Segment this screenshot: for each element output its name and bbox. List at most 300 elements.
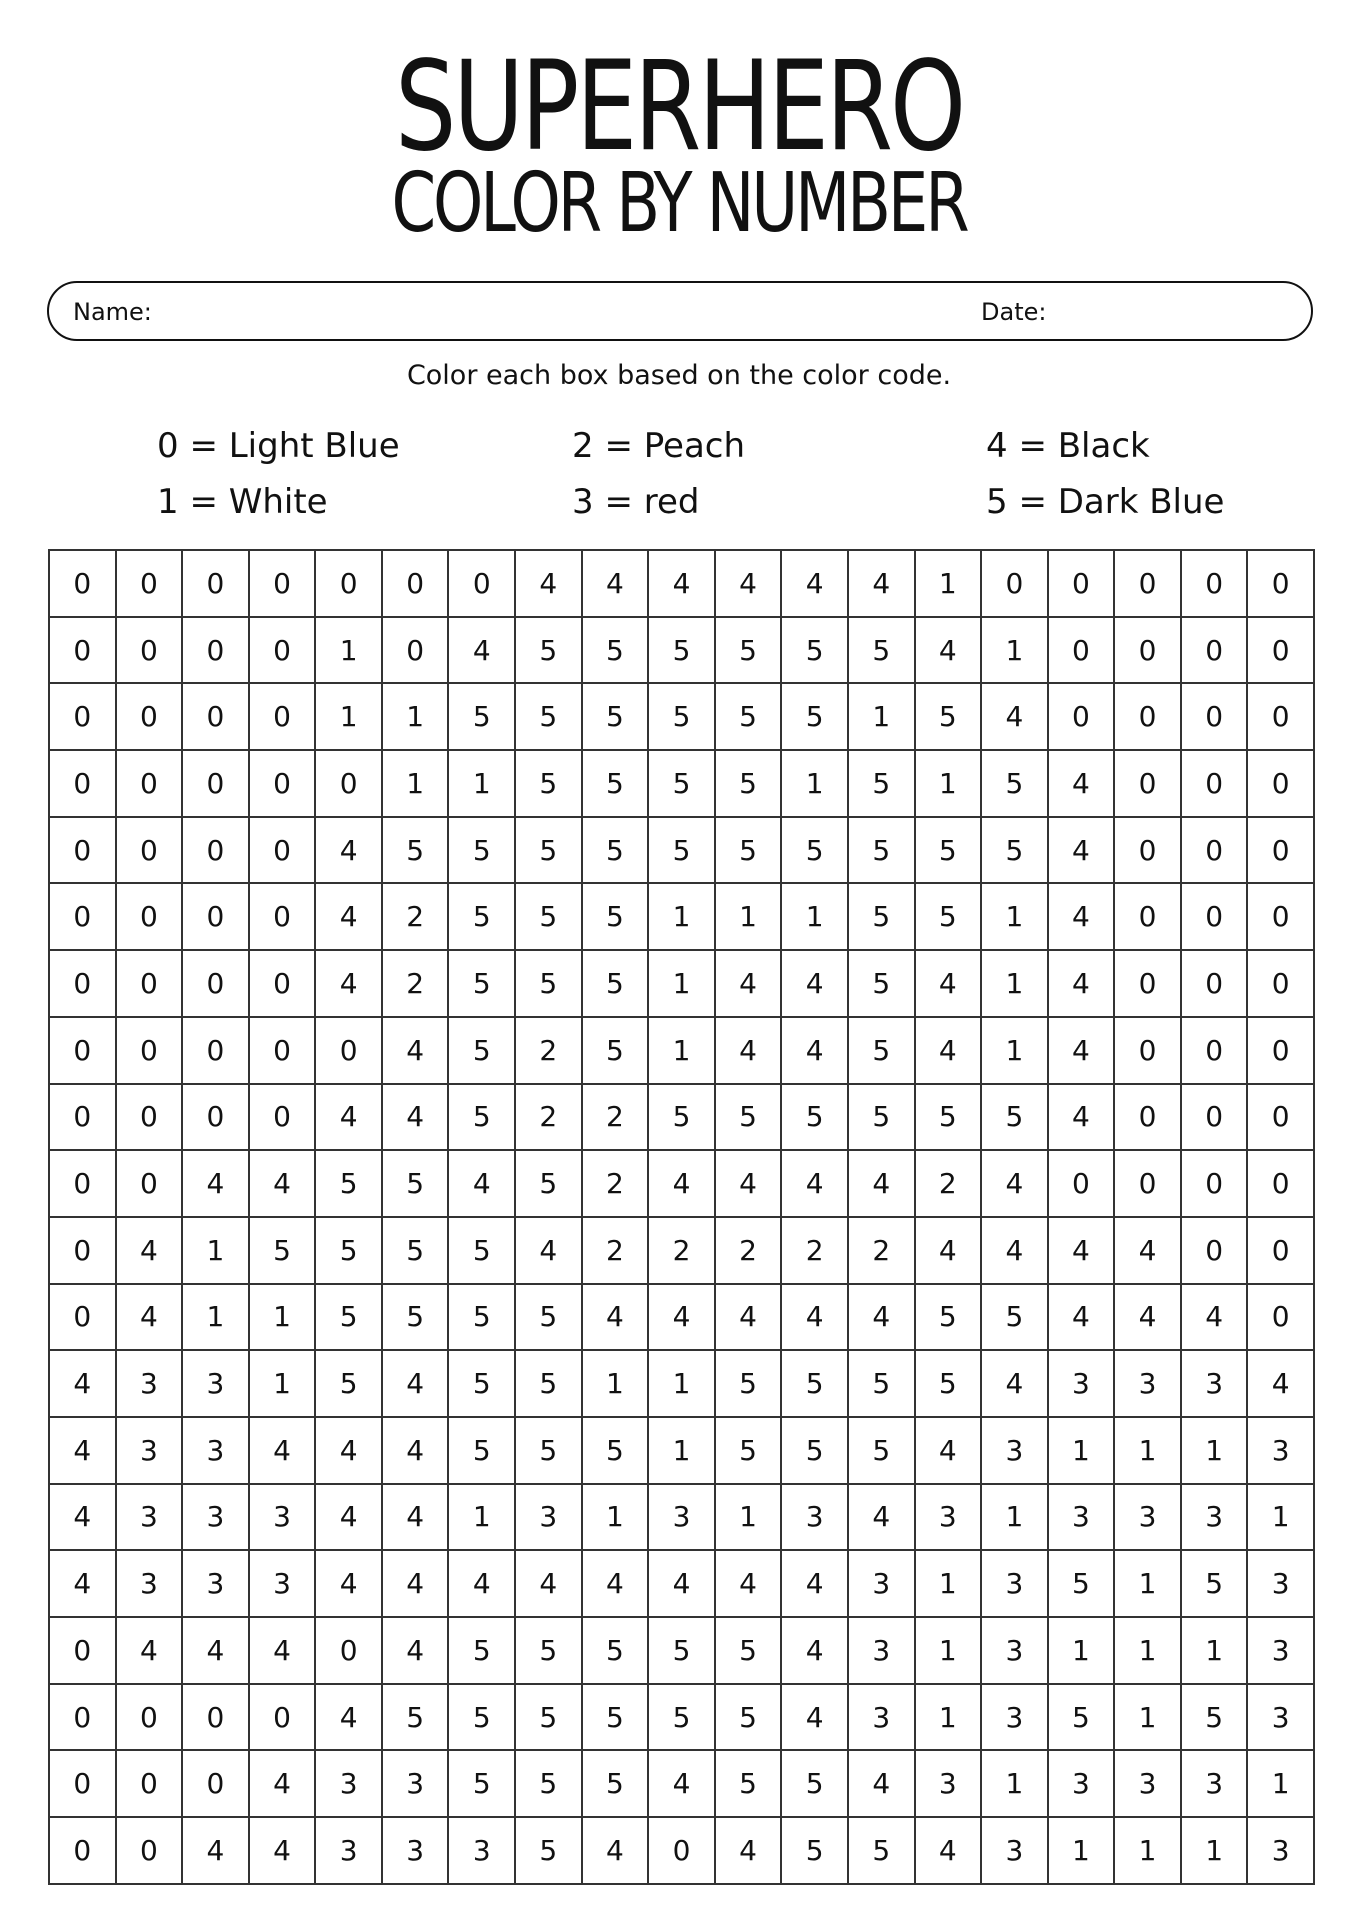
grid-cell[interactable]: 0 (1114, 617, 1181, 684)
grid-cell[interactable]: 4 (781, 1150, 848, 1217)
grid-cell[interactable]: 1 (981, 950, 1048, 1017)
grid-cell[interactable]: 4 (1048, 1017, 1115, 1084)
grid-cell[interactable]: 4 (315, 950, 382, 1017)
grid-cell[interactable]: 5 (715, 1417, 782, 1484)
grid-cell[interactable]: 5 (848, 817, 915, 884)
grid-cell[interactable]: 5 (515, 1284, 582, 1351)
grid-cell[interactable]: 5 (648, 617, 715, 684)
grid-cell[interactable]: 0 (182, 950, 249, 1017)
grid-cell[interactable]: 0 (49, 1084, 116, 1151)
grid-cell[interactable]: 5 (715, 1084, 782, 1151)
grid-cell[interactable]: 5 (515, 1417, 582, 1484)
grid-cell[interactable]: 5 (1048, 1550, 1115, 1617)
grid-cell[interactable]: 1 (1048, 1617, 1115, 1684)
grid-cell[interactable]: 4 (49, 1484, 116, 1551)
grid-cell[interactable]: 5 (315, 1350, 382, 1417)
grid-cell[interactable]: 3 (448, 1817, 515, 1884)
grid-cell[interactable]: 5 (915, 1350, 982, 1417)
grid-cell[interactable]: 3 (1247, 1617, 1314, 1684)
grid-cell[interactable]: 1 (915, 750, 982, 817)
grid-cell[interactable]: 0 (49, 1817, 116, 1884)
grid-cell[interactable]: 5 (781, 1084, 848, 1151)
grid-cell[interactable]: 4 (1048, 950, 1115, 1017)
grid-cell[interactable]: 0 (249, 550, 316, 617)
grid-cell[interactable]: 0 (1114, 1150, 1181, 1217)
grid-cell[interactable]: 5 (715, 817, 782, 884)
grid-cell[interactable]: 3 (648, 1484, 715, 1551)
grid-cell[interactable]: 1 (382, 683, 449, 750)
grid-cell[interactable]: 4 (781, 950, 848, 1017)
grid-cell[interactable]: 3 (1247, 1817, 1314, 1884)
grid-cell[interactable]: 0 (116, 683, 183, 750)
grid-cell[interactable]: 3 (1247, 1550, 1314, 1617)
grid-cell[interactable]: 0 (1181, 950, 1248, 1017)
grid-cell[interactable]: 5 (515, 617, 582, 684)
grid-cell[interactable]: 3 (1114, 1750, 1181, 1817)
grid-cell[interactable]: 0 (1247, 817, 1314, 884)
grid-cell[interactable]: 1 (182, 1284, 249, 1351)
grid-cell[interactable]: 5 (448, 1017, 515, 1084)
grid-cell[interactable]: 4 (1048, 750, 1115, 817)
grid-cell[interactable]: 4 (582, 1284, 649, 1351)
grid-cell[interactable]: 5 (515, 1150, 582, 1217)
grid-cell[interactable]: 4 (715, 1017, 782, 1084)
grid-cell[interactable]: 5 (781, 1417, 848, 1484)
grid-cell[interactable]: 5 (648, 750, 715, 817)
grid-cell[interactable]: 5 (315, 1284, 382, 1351)
grid-cell[interactable]: 5 (515, 683, 582, 750)
grid-cell[interactable]: 4 (315, 1550, 382, 1617)
grid-cell[interactable]: 5 (448, 883, 515, 950)
grid-cell[interactable]: 0 (1114, 1017, 1181, 1084)
grid-cell[interactable]: 3 (981, 1817, 1048, 1884)
grid-cell[interactable]: 0 (249, 617, 316, 684)
grid-cell[interactable]: 4 (315, 817, 382, 884)
grid-cell[interactable]: 3 (382, 1817, 449, 1884)
grid-cell[interactable]: 1 (915, 1684, 982, 1751)
grid-cell[interactable]: 4 (781, 1017, 848, 1084)
grid-cell[interactable]: 1 (1114, 1617, 1181, 1684)
grid-cell[interactable]: 4 (382, 1484, 449, 1551)
grid-cell[interactable]: 0 (1181, 1017, 1248, 1084)
grid-cell[interactable]: 4 (249, 1150, 316, 1217)
grid-cell[interactable]: 0 (1181, 883, 1248, 950)
grid-cell[interactable]: 4 (1048, 1284, 1115, 1351)
grid-cell[interactable]: 5 (715, 683, 782, 750)
grid-cell[interactable]: 4 (781, 550, 848, 617)
grid-cell[interactable]: 5 (1181, 1684, 1248, 1751)
grid-cell[interactable]: 0 (1048, 1150, 1115, 1217)
grid-cell[interactable]: 5 (648, 1617, 715, 1684)
grid-cell[interactable]: 4 (715, 1284, 782, 1351)
grid-cell[interactable]: 0 (1181, 817, 1248, 884)
grid-cell[interactable]: 3 (1247, 1417, 1314, 1484)
grid-cell[interactable]: 5 (848, 1350, 915, 1417)
grid-cell[interactable]: 0 (116, 550, 183, 617)
grid-cell[interactable]: 5 (1181, 1550, 1248, 1617)
grid-cell[interactable]: 4 (648, 1284, 715, 1351)
grid-cell[interactable]: 5 (448, 1684, 515, 1751)
grid-cell[interactable]: 2 (515, 1084, 582, 1151)
grid-cell[interactable]: 1 (648, 883, 715, 950)
grid-cell[interactable]: 5 (582, 1750, 649, 1817)
grid-cell[interactable]: 3 (1247, 1684, 1314, 1751)
grid-cell[interactable]: 5 (315, 1150, 382, 1217)
grid-cell[interactable]: 4 (182, 1150, 249, 1217)
grid-cell[interactable]: 0 (448, 550, 515, 617)
grid-cell[interactable]: 1 (1114, 1417, 1181, 1484)
grid-cell[interactable]: 1 (715, 883, 782, 950)
grid-cell[interactable]: 2 (648, 1217, 715, 1284)
grid-cell[interactable]: 0 (1114, 817, 1181, 884)
grid-cell[interactable]: 4 (382, 1550, 449, 1617)
grid-cell[interactable]: 3 (981, 1684, 1048, 1751)
grid-cell[interactable]: 3 (182, 1417, 249, 1484)
grid-cell[interactable]: 0 (315, 550, 382, 617)
grid-cell[interactable]: 5 (582, 883, 649, 950)
grid-cell[interactable]: 1 (915, 1550, 982, 1617)
grid-cell[interactable]: 4 (116, 1617, 183, 1684)
grid-cell[interactable]: 5 (915, 883, 982, 950)
grid-cell[interactable]: 1 (1247, 1750, 1314, 1817)
grid-cell[interactable]: 3 (1114, 1350, 1181, 1417)
grid-cell[interactable]: 0 (49, 1217, 116, 1284)
grid-cell[interactable]: 4 (382, 1017, 449, 1084)
grid-cell[interactable]: 0 (182, 1684, 249, 1751)
grid-cell[interactable]: 0 (249, 950, 316, 1017)
grid-cell[interactable]: 4 (49, 1550, 116, 1617)
grid-cell[interactable]: 5 (515, 1350, 582, 1417)
grid-cell[interactable]: 4 (448, 1150, 515, 1217)
grid-cell[interactable]: 3 (182, 1350, 249, 1417)
grid-cell[interactable]: 4 (249, 1617, 316, 1684)
grid-cell[interactable]: 4 (182, 1617, 249, 1684)
grid-cell[interactable]: 3 (848, 1550, 915, 1617)
grid-cell[interactable]: 5 (515, 1684, 582, 1751)
grid-cell[interactable]: 5 (448, 1284, 515, 1351)
grid-cell[interactable]: 4 (1114, 1284, 1181, 1351)
grid-cell[interactable]: 3 (1048, 1484, 1115, 1551)
grid-cell[interactable]: 1 (315, 683, 382, 750)
grid-cell[interactable]: 5 (915, 817, 982, 884)
grid-cell[interactable]: 1 (1181, 1617, 1248, 1684)
grid-cell[interactable]: 1 (648, 1017, 715, 1084)
grid-cell[interactable]: 4 (781, 1284, 848, 1351)
grid-cell[interactable]: 5 (848, 1017, 915, 1084)
grid-cell[interactable]: 5 (648, 817, 715, 884)
grid-cell[interactable]: 0 (1181, 1084, 1248, 1151)
grid-cell[interactable]: 2 (515, 1017, 582, 1084)
grid-cell[interactable]: 0 (1181, 1217, 1248, 1284)
grid-cell[interactable]: 0 (116, 950, 183, 1017)
grid-cell[interactable]: 4 (315, 1684, 382, 1751)
grid-cell[interactable]: 0 (1114, 1084, 1181, 1151)
grid-cell[interactable]: 4 (1048, 883, 1115, 950)
grid-cell[interactable]: 4 (648, 1150, 715, 1217)
grid-cell[interactable]: 4 (981, 1150, 1048, 1217)
grid-cell[interactable]: 1 (981, 1017, 1048, 1084)
grid-cell[interactable]: 0 (1114, 683, 1181, 750)
grid-cell[interactable]: 4 (1048, 817, 1115, 884)
grid-cell[interactable]: 5 (382, 1284, 449, 1351)
grid-cell[interactable]: 3 (249, 1484, 316, 1551)
grid-cell[interactable]: 3 (915, 1484, 982, 1551)
grid-cell[interactable]: 5 (981, 1284, 1048, 1351)
grid-cell[interactable]: 1 (781, 883, 848, 950)
grid-cell[interactable]: 5 (781, 617, 848, 684)
grid-cell[interactable]: 0 (1048, 617, 1115, 684)
grid-cell[interactable]: 1 (715, 1484, 782, 1551)
grid-cell[interactable]: 0 (182, 683, 249, 750)
grid-cell[interactable]: 0 (1181, 550, 1248, 617)
grid-cell[interactable]: 4 (582, 1817, 649, 1884)
grid-cell[interactable]: 4 (182, 1817, 249, 1884)
grid-cell[interactable]: 0 (116, 1750, 183, 1817)
grid-cell[interactable]: 0 (1247, 1084, 1314, 1151)
grid-cell[interactable]: 1 (249, 1350, 316, 1417)
grid-cell[interactable]: 0 (182, 1084, 249, 1151)
grid-cell[interactable]: 5 (582, 1017, 649, 1084)
grid-cell[interactable]: 0 (1247, 1217, 1314, 1284)
grid-cell[interactable]: 0 (648, 1817, 715, 1884)
grid-cell[interactable]: 0 (1181, 1150, 1248, 1217)
grid-cell[interactable]: 5 (715, 1750, 782, 1817)
grid-cell[interactable]: 4 (249, 1417, 316, 1484)
grid-cell[interactable]: 1 (915, 550, 982, 617)
grid-cell[interactable]: 3 (981, 1550, 1048, 1617)
grid-cell[interactable]: 0 (49, 550, 116, 617)
grid-cell[interactable]: 4 (1181, 1284, 1248, 1351)
grid-cell[interactable]: 4 (515, 1217, 582, 1284)
grid-cell[interactable]: 5 (848, 1417, 915, 1484)
grid-cell[interactable]: 4 (715, 550, 782, 617)
grid-cell[interactable]: 3 (1181, 1750, 1248, 1817)
grid-cell[interactable]: 4 (848, 1284, 915, 1351)
grid-cell[interactable]: 4 (315, 1084, 382, 1151)
grid-cell[interactable]: 5 (848, 750, 915, 817)
grid-cell[interactable]: 4 (915, 950, 982, 1017)
grid-cell[interactable]: 1 (981, 1750, 1048, 1817)
grid-cell[interactable]: 1 (448, 1484, 515, 1551)
grid-cell[interactable]: 5 (249, 1217, 316, 1284)
grid-cell[interactable]: 3 (515, 1484, 582, 1551)
grid-cell[interactable]: 5 (582, 1617, 649, 1684)
grid-cell[interactable]: 5 (648, 683, 715, 750)
grid-cell[interactable]: 3 (116, 1417, 183, 1484)
grid-cell[interactable]: 2 (382, 883, 449, 950)
grid-cell[interactable]: 5 (582, 950, 649, 1017)
grid-cell[interactable]: 0 (49, 950, 116, 1017)
grid-cell[interactable]: 0 (1247, 883, 1314, 950)
grid-cell[interactable]: 0 (49, 1617, 116, 1684)
grid-cell[interactable]: 4 (116, 1217, 183, 1284)
grid-cell[interactable]: 0 (182, 617, 249, 684)
grid-cell[interactable]: 0 (249, 883, 316, 950)
grid-cell[interactable]: 4 (715, 1150, 782, 1217)
grid-cell[interactable]: 0 (49, 1750, 116, 1817)
grid-cell[interactable]: 0 (1114, 750, 1181, 817)
grid-cell[interactable]: 0 (49, 1284, 116, 1351)
grid-cell[interactable]: 0 (182, 750, 249, 817)
grid-cell[interactable]: 3 (315, 1750, 382, 1817)
grid-cell[interactable]: 4 (781, 1617, 848, 1684)
grid-cell[interactable]: 4 (781, 1550, 848, 1617)
grid-cell[interactable]: 1 (648, 1417, 715, 1484)
grid-cell[interactable]: 0 (116, 750, 183, 817)
grid-cell[interactable]: 0 (49, 750, 116, 817)
grid-cell[interactable]: 2 (848, 1217, 915, 1284)
grid-cell[interactable]: 5 (448, 817, 515, 884)
grid-cell[interactable]: 5 (515, 1817, 582, 1884)
grid-cell[interactable]: 4 (781, 1684, 848, 1751)
grid-cell[interactable]: 0 (49, 1017, 116, 1084)
grid-cell[interactable]: 4 (1048, 1084, 1115, 1151)
grid-cell[interactable]: 0 (182, 1017, 249, 1084)
grid-cell[interactable]: 0 (182, 817, 249, 884)
grid-cell[interactable]: 0 (315, 750, 382, 817)
grid-cell[interactable]: 4 (315, 883, 382, 950)
grid-cell[interactable]: 4 (315, 1484, 382, 1551)
grid-cell[interactable]: 0 (116, 1684, 183, 1751)
grid-cell[interactable]: 0 (116, 1084, 183, 1151)
grid-cell[interactable]: 0 (981, 550, 1048, 617)
grid-cell[interactable]: 5 (448, 1417, 515, 1484)
grid-cell[interactable]: 4 (648, 550, 715, 617)
grid-cell[interactable]: 5 (515, 1617, 582, 1684)
grid-cell[interactable]: 3 (1181, 1484, 1248, 1551)
grid-cell[interactable]: 5 (515, 950, 582, 1017)
grid-cell[interactable]: 4 (116, 1284, 183, 1351)
grid-cell[interactable]: 5 (981, 1084, 1048, 1151)
grid-cell[interactable]: 4 (249, 1817, 316, 1884)
grid-cell[interactable]: 5 (448, 1084, 515, 1151)
grid-cell[interactable]: 0 (1247, 750, 1314, 817)
grid-cell[interactable]: 1 (981, 883, 1048, 950)
grid-cell[interactable]: 0 (49, 1684, 116, 1751)
grid-cell[interactable]: 0 (49, 1150, 116, 1217)
grid-cell[interactable]: 4 (1048, 1217, 1115, 1284)
grid-cell[interactable]: 4 (382, 1417, 449, 1484)
grid-cell[interactable]: 2 (582, 1217, 649, 1284)
grid-cell[interactable]: 5 (915, 1284, 982, 1351)
grid-cell[interactable]: 5 (448, 1750, 515, 1817)
grid-cell[interactable]: 5 (648, 1084, 715, 1151)
grid-cell[interactable]: 1 (1181, 1417, 1248, 1484)
grid-cell[interactable]: 3 (182, 1550, 249, 1617)
grid-cell[interactable]: 5 (448, 1350, 515, 1417)
grid-cell[interactable]: 0 (49, 883, 116, 950)
grid-cell[interactable]: 2 (582, 1150, 649, 1217)
grid-cell[interactable]: 0 (249, 683, 316, 750)
grid-cell[interactable]: 5 (715, 1684, 782, 1751)
grid-cell[interactable]: 0 (49, 817, 116, 884)
grid-cell[interactable]: 3 (1181, 1350, 1248, 1417)
grid-cell[interactable]: 0 (249, 1684, 316, 1751)
grid-cell[interactable]: 0 (1247, 550, 1314, 617)
grid-cell[interactable]: 4 (848, 1750, 915, 1817)
grid-cell[interactable]: 3 (382, 1750, 449, 1817)
grid-cell[interactable]: 0 (1247, 1017, 1314, 1084)
grid-cell[interactable]: 2 (915, 1150, 982, 1217)
grid-cell[interactable]: 1 (848, 683, 915, 750)
grid-cell[interactable]: 5 (715, 1350, 782, 1417)
grid-cell[interactable]: 4 (915, 1017, 982, 1084)
grid-cell[interactable]: 1 (315, 617, 382, 684)
grid-cell[interactable]: 0 (1247, 950, 1314, 1017)
grid-cell[interactable]: 5 (448, 1617, 515, 1684)
grid-cell[interactable]: 1 (1247, 1484, 1314, 1551)
grid-cell[interactable]: 5 (448, 1217, 515, 1284)
grid-cell[interactable]: 4 (382, 1084, 449, 1151)
grid-cell[interactable]: 1 (781, 750, 848, 817)
grid-cell[interactable]: 1 (1114, 1550, 1181, 1617)
grid-cell[interactable]: 4 (448, 617, 515, 684)
grid-cell[interactable]: 3 (915, 1750, 982, 1817)
grid-cell[interactable]: 3 (848, 1684, 915, 1751)
grid-cell[interactable]: 5 (448, 950, 515, 1017)
grid-cell[interactable]: 0 (182, 550, 249, 617)
grid-cell[interactable]: 0 (49, 617, 116, 684)
grid-cell[interactable]: 1 (1114, 1684, 1181, 1751)
grid-cell[interactable]: 3 (182, 1484, 249, 1551)
grid-cell[interactable]: 0 (1114, 950, 1181, 1017)
grid-cell[interactable]: 1 (182, 1217, 249, 1284)
grid-cell[interactable]: 5 (781, 683, 848, 750)
grid-cell[interactable]: 5 (382, 1150, 449, 1217)
grid-cell[interactable]: 3 (116, 1350, 183, 1417)
grid-cell[interactable]: 4 (1114, 1217, 1181, 1284)
grid-cell[interactable]: 5 (915, 1084, 982, 1151)
grid-cell[interactable]: 5 (981, 750, 1048, 817)
grid-cell[interactable]: 3 (116, 1550, 183, 1617)
grid-cell[interactable]: 4 (981, 1350, 1048, 1417)
grid-cell[interactable]: 4 (915, 1417, 982, 1484)
grid-cell[interactable]: 0 (1181, 617, 1248, 684)
grid-cell[interactable]: 1 (648, 1350, 715, 1417)
grid-cell[interactable]: 0 (1181, 683, 1248, 750)
grid-cell[interactable]: 4 (249, 1750, 316, 1817)
grid-cell[interactable]: 4 (382, 1350, 449, 1417)
grid-cell[interactable]: 4 (848, 1484, 915, 1551)
grid-cell[interactable]: 0 (116, 1150, 183, 1217)
grid-cell[interactable]: 5 (1048, 1684, 1115, 1751)
grid-cell[interactable]: 0 (249, 750, 316, 817)
grid-cell[interactable]: 0 (1048, 683, 1115, 750)
grid-cell[interactable]: 4 (582, 550, 649, 617)
grid-cell[interactable]: 5 (781, 1750, 848, 1817)
grid-cell[interactable]: 1 (648, 950, 715, 1017)
grid-cell[interactable]: 3 (781, 1484, 848, 1551)
grid-cell[interactable]: 0 (1181, 750, 1248, 817)
grid-cell[interactable]: 5 (848, 1817, 915, 1884)
grid-cell[interactable]: 1 (448, 750, 515, 817)
grid-cell[interactable]: 4 (49, 1417, 116, 1484)
grid-cell[interactable]: 2 (715, 1217, 782, 1284)
grid-cell[interactable]: 0 (116, 617, 183, 684)
grid-cell[interactable]: 1 (915, 1617, 982, 1684)
grid-cell[interactable]: 5 (382, 1684, 449, 1751)
grid-cell[interactable]: 0 (382, 617, 449, 684)
grid-cell[interactable]: 4 (715, 1817, 782, 1884)
grid-cell[interactable]: 4 (915, 1817, 982, 1884)
grid-cell[interactable]: 5 (715, 1617, 782, 1684)
grid-cell[interactable]: 5 (582, 617, 649, 684)
grid-cell[interactable]: 4 (1247, 1350, 1314, 1417)
grid-cell[interactable]: 5 (515, 750, 582, 817)
grid-cell[interactable]: 4 (515, 550, 582, 617)
grid-cell[interactable]: 5 (582, 750, 649, 817)
grid-cell[interactable]: 5 (448, 683, 515, 750)
